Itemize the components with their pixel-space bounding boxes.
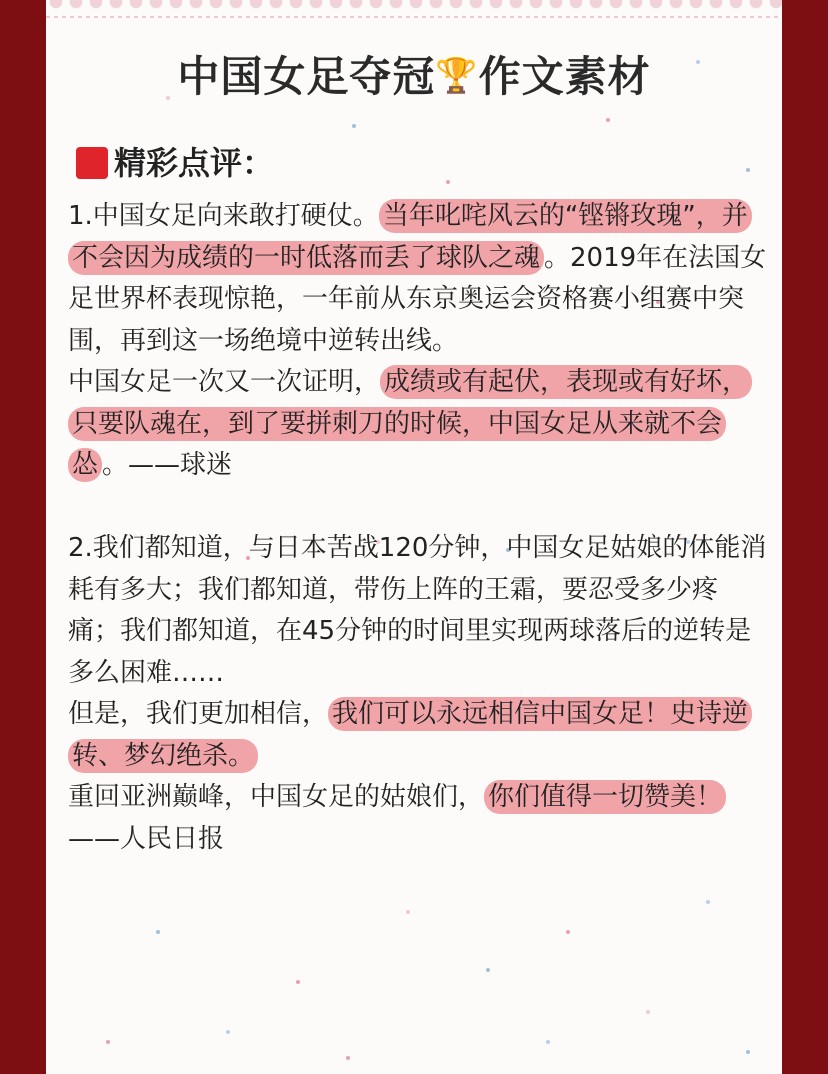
confetti-dot [546,1040,550,1044]
paragraph [68,196,768,362]
confetti-dot [226,1030,230,1034]
confetti-dot [296,980,300,984]
confetti-dot [352,124,356,128]
title-suffix: 作文素材 [478,52,651,101]
text-run: 重回亚洲巅峰，中国女足的姑娘们， [68,782,485,812]
text-run: 。2019年在法国女足世界杯表现惊艳，一年前从东京奥运会资格赛小组赛中突围，再到这一场绝境中逆转出线。 [68,242,767,356]
section-heading [76,138,274,184]
paragraph [68,694,768,777]
paragraph [68,777,768,860]
text-run: 。——球迷 [102,450,233,480]
confetti-dot [446,180,450,184]
text-run: 2.我们都知道，与日本苦战120分钟，中国女足姑娘的体能消耗有多大；我们都知道，带伤上阵的王霜，要忍受多少疼痛；我们都知道，在45分钟的时间里实现两球落后的逆转是多么困难…… [68,533,767,688]
confetti-dot [406,910,410,914]
poster-paper [46,0,782,1074]
article-body [68,196,768,860]
highlighted-text: 我们可以永远相信中国女足！史诗逆转、梦幻绝杀。 [68,697,752,773]
red-square-icon [76,147,108,179]
page-title [46,44,782,104]
confetti-dot [566,930,570,934]
confetti-dot [646,1010,650,1014]
confetti-dot [106,1040,110,1044]
title-text: 中国女足夺冠 [177,52,436,101]
confetti-dot [606,118,610,122]
paragraph-gap [68,487,768,529]
trophy-icon: 🏆 [435,56,479,96]
confetti-dot [746,168,750,172]
confetti-dot [706,900,710,904]
confetti-dot [346,1056,350,1060]
confetti-dot [156,930,160,934]
confetti-dot [486,968,490,972]
text-run: 中国女足一次又一次证明， [68,367,381,397]
highlighted-text: 当年叱咤风云的“铿锵玫瑰”，并不会因为成绩的一时低落而丢了球队之魂 [68,199,752,275]
text-run: 1.中国女足向来敢打硬仗。 [68,201,379,231]
scallop-dashed-line [46,16,782,18]
paragraph [68,528,768,694]
section-heading-text: 精彩点评： [114,144,275,182]
text-run: ——人民日报 [68,823,225,854]
text-run: 但是，我们更加相信， [68,699,329,729]
highlighted-text: 成绩或有起伏，表现或有好坏，只要队魂在，到了要拼刺刀的时候，中国女足从来就不会怂 [68,365,752,482]
paragraph [68,362,768,487]
highlighted-text: 你们值得一切赞美！ [484,780,726,814]
confetti-dot [746,1050,750,1054]
